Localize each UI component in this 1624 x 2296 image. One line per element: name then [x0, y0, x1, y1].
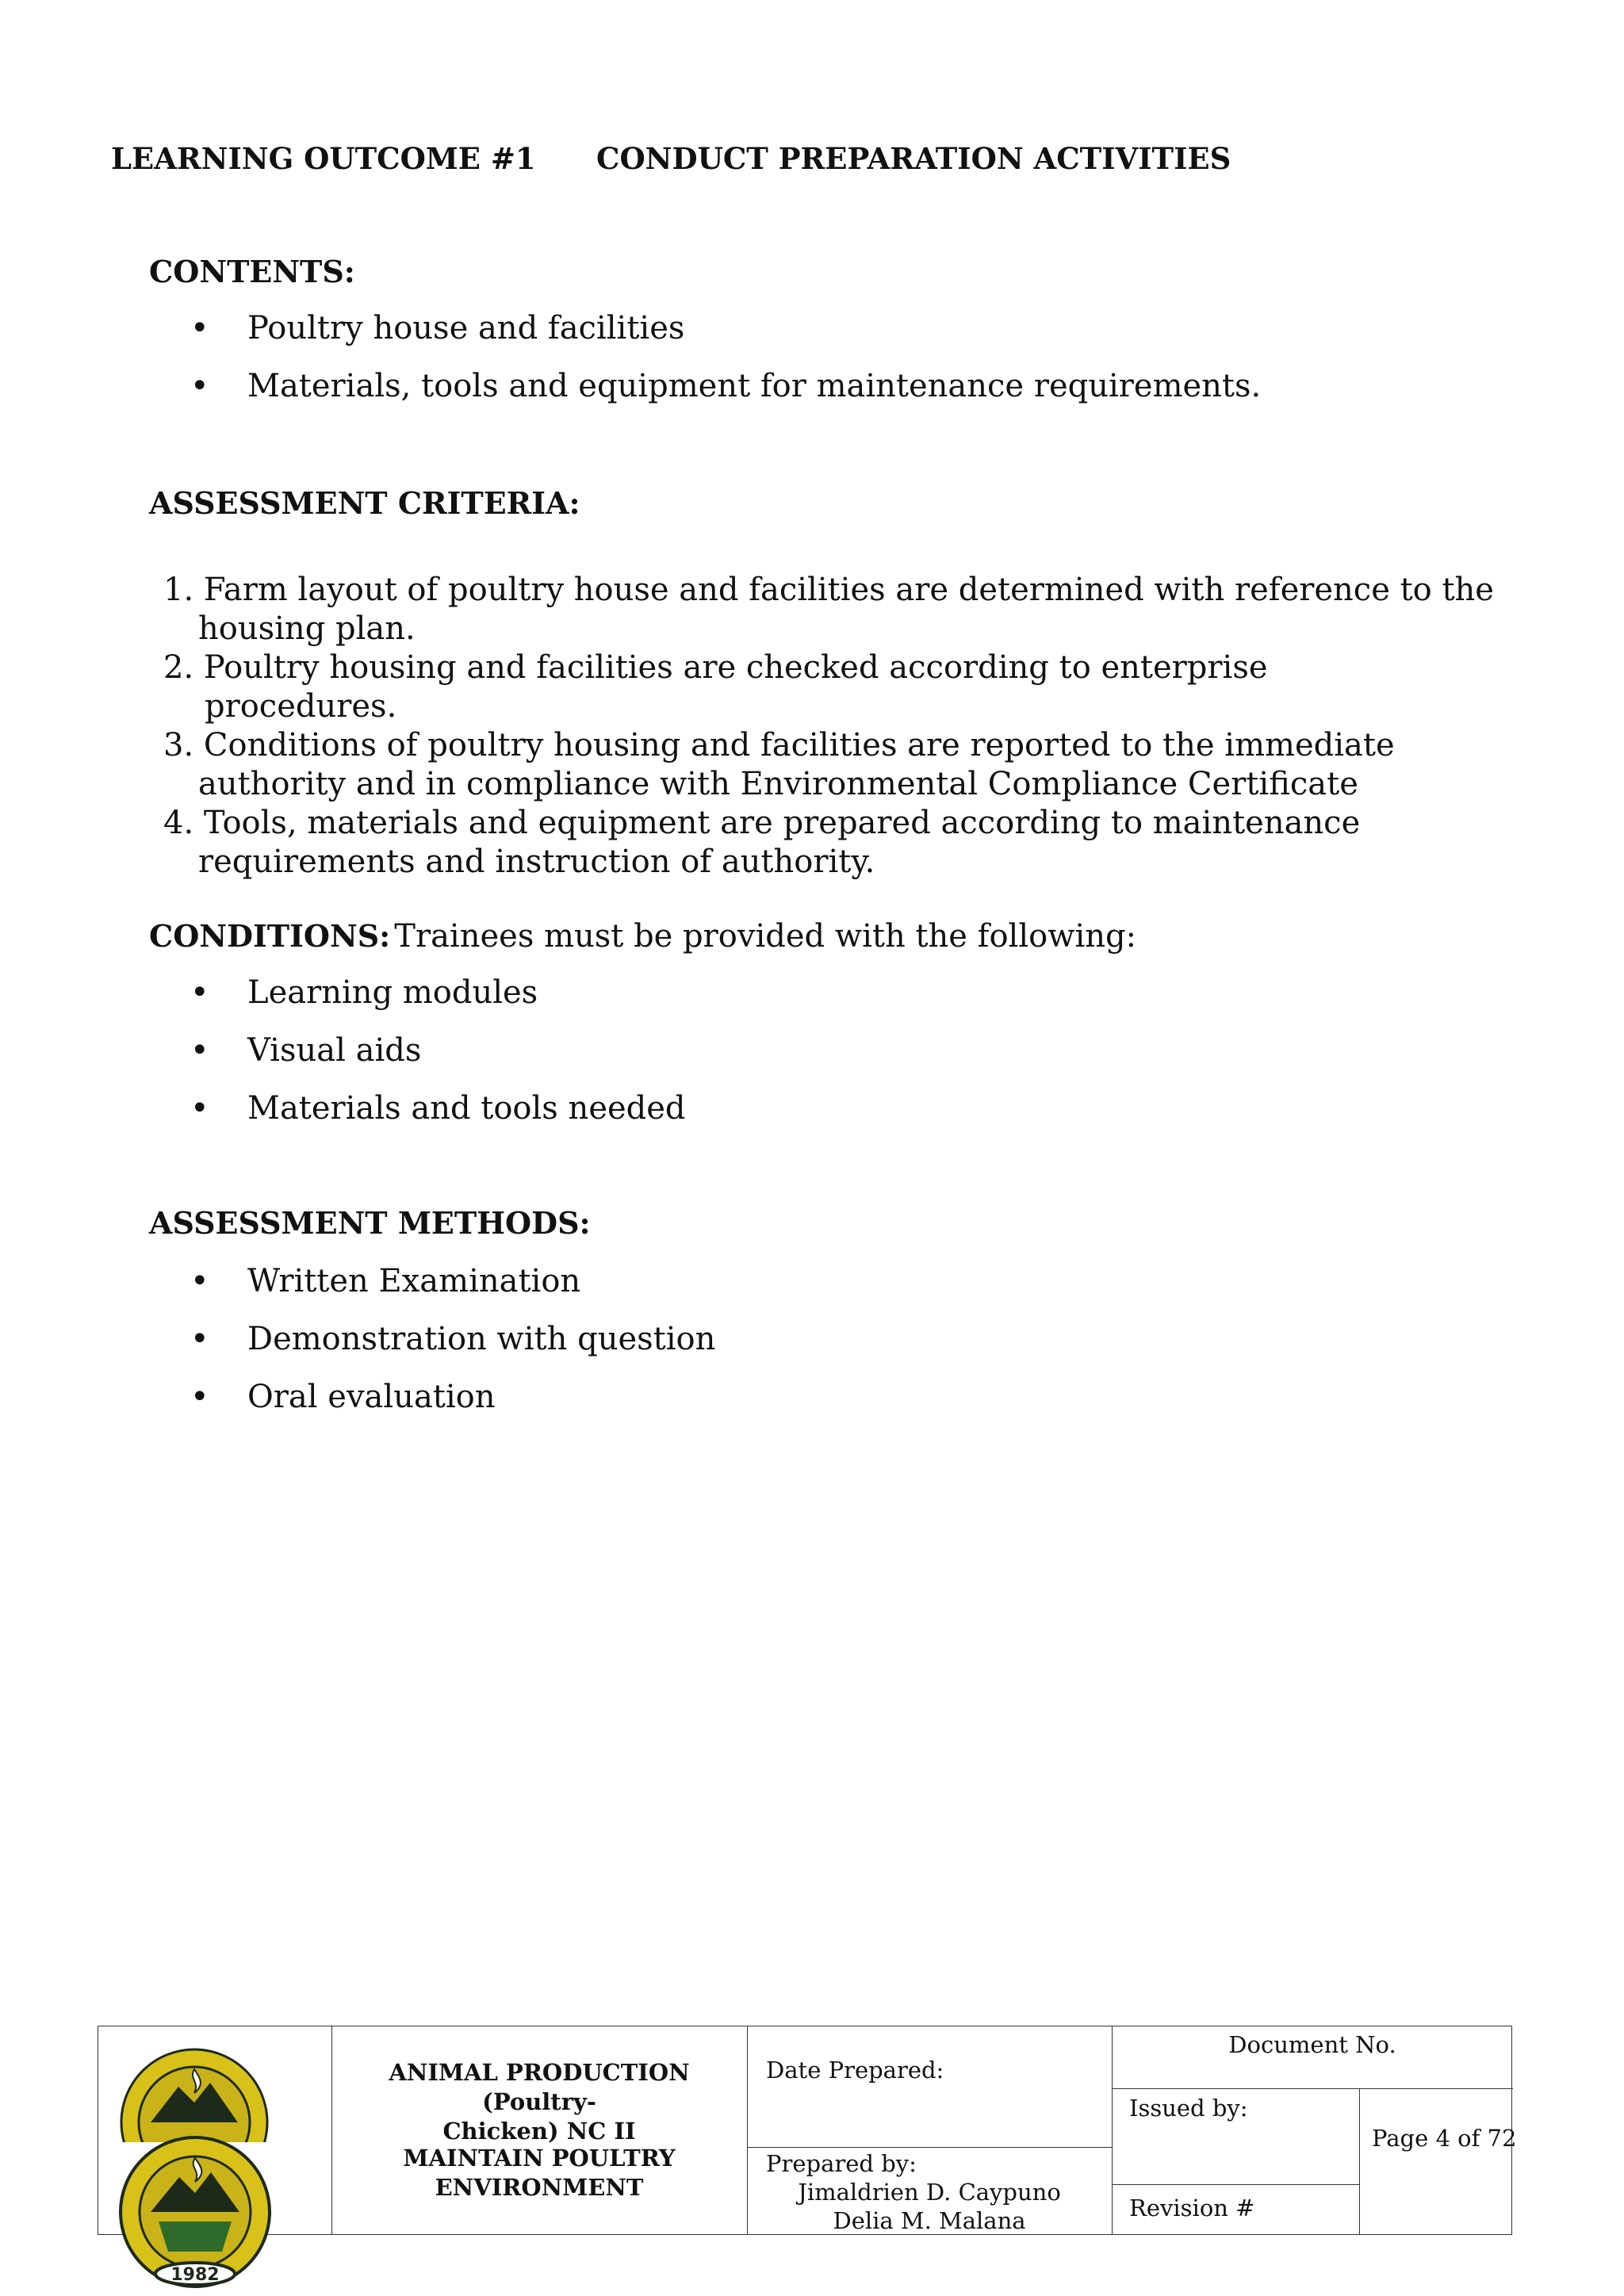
criteria-item-4-line1: 4. Tools, materials and equipment are prepared according to maintenance — [163, 805, 1361, 841]
learning-outcome-title: CONDUCT PREPARATION ACTIVITIES — [596, 141, 1231, 176]
bullet-icon: • — [190, 1321, 209, 1357]
criteria-item-1-line2: housing plan. — [198, 610, 416, 647]
assessment-methods-heading: ASSESSMENT METHODS: — [149, 1205, 591, 1241]
criteria-item-3-line2: authority and in compliance with Environmental Compliance Certificate — [198, 766, 1358, 802]
conditions-intro: Trainees must be provided with the following: — [394, 918, 1137, 955]
bullet-icon: • — [190, 310, 209, 346]
learning-outcome-number: LEARNING OUTCOME #1 — [111, 141, 536, 176]
footer-divider — [1359, 2088, 1360, 2234]
bullet-icon: • — [190, 1263, 209, 1299]
list-item: • Visual aids — [190, 1032, 422, 1069]
page-number: Page 4 of 72 — [1372, 2125, 1517, 2152]
preparer-2: Delia M. Malana — [833, 2207, 1026, 2234]
footer-divider — [747, 2147, 1112, 2148]
bullet-icon: • — [190, 974, 209, 1011]
revision-label: Revision # — [1129, 2195, 1255, 2221]
bullet-icon: • — [190, 1032, 209, 1069]
issued-by-label: Issued by: — [1129, 2095, 1248, 2122]
list-item: • Materials and tools needed — [190, 1090, 686, 1127]
course-title: ANIMAL PRODUCTION (Poultry- Chicken) NC II — [389, 2059, 690, 2145]
footer-divider — [1112, 2088, 1513, 2089]
footer-divider — [331, 2026, 332, 2234]
document-no-label: Document No. — [1228, 2031, 1396, 2058]
bullet-icon: • — [190, 1379, 209, 1415]
contents-heading: CONTENTS: — [149, 254, 355, 289]
bullet-icon: • — [190, 1090, 209, 1127]
preparer-1: Jimaldrien D. Caypuno — [798, 2179, 1061, 2206]
date-prepared-label: Date Prepared: — [766, 2057, 944, 2084]
criteria-item-4-line2: requirements and instruction of authority. — [198, 844, 875, 880]
prepared-by-label: Prepared by: — [766, 2150, 917, 2177]
criteria-item-2-line1: 2. Poultry housing and facilities are checked according to enterprise — [163, 649, 1268, 686]
seal-year: 1982 — [170, 2265, 220, 2285]
assessment-methods-list — [190, 1262, 715, 1436]
criteria-item-3-line1: 3. Conditions of poultry housing and facilities are reported to the immediate — [163, 727, 1395, 763]
list-item: • Demonstration with question — [190, 1321, 716, 1357]
list-item: • Written Examination — [190, 1263, 581, 1299]
footer-divider — [1112, 2184, 1359, 2185]
assessment-criteria-heading: ASSESSMENT CRITERIA: — [149, 485, 580, 521]
module-title: MAINTAIN POULTRY ENVIRONMENT — [403, 2145, 676, 2201]
list-item: • Materials, tools and equipment for maintenance requirements. — [190, 368, 1262, 404]
bullet-icon: • — [190, 368, 209, 404]
conditions-heading: CONDITIONS: — [149, 918, 391, 954]
list-item: • Oral evaluation — [190, 1379, 496, 1415]
list-item: • Learning modules — [190, 974, 538, 1011]
conditions-line — [149, 918, 1136, 955]
contents-list — [190, 309, 1261, 425]
footer-table — [98, 2026, 1517, 2235]
conditions-list — [190, 974, 686, 1147]
school-seal-logo — [119, 2047, 278, 2142]
criteria-item-2-line2: procedures. — [205, 688, 397, 725]
criteria-item-1-line1: 1. Farm layout of poultry house and facilities are determined with reference to the — [163, 572, 1494, 608]
list-item: • Poultry house and facilities — [190, 310, 685, 346]
school-seal-logo-full — [117, 2133, 276, 2296]
